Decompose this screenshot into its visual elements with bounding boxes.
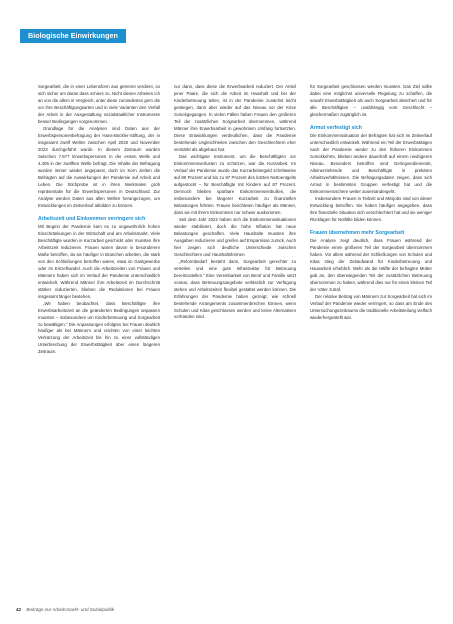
- paragraph: Insbesondere Frauen in Teilzeit und Minijobs sind von dieser Entwicklung betroffen. Sie haben häufiger angegeben, dass ihre finanzielle Situation sich verschlechtert hat und sie weniger Rücklagen für Notfälle bilden können.: [310, 195, 432, 222]
- paragraph: „Wir haben beobachtet, dass Beschäftigte ihre Erwerbsarbeitszeit an die geänderten Bedingungen anpassen mussten – insbesondere um Kinderbetreuung und Sorgearbeit zu bewältigen.“ Die Anpassungen erfolgten bei Frauen deutlich häufiger als bei Männern und reichten von einer leichten Verkürzung der Arbeitszeit bis hin zu einer vollständigen Unterbrechung der Erwerbstätigkeit über einen längeren Zeitraum.: [38, 300, 160, 355]
- page-number: 42: [16, 607, 22, 612]
- paragraph: Das wichtigste Instrument, um die Beschäftigten vor Einkommensverlusten zu schützen, war die Kurzarbeit. Im Verlauf der Pandemie wurde das Kurzarbeitergeld schrittweise auf 80 Prozent und bis zu 87 Prozent des letzten Nettoentgelts aufgestockt – für Beschäftigte mit Kindern auf 87 Prozent. Dennoch blieben spürbare Einkommenseinbußen, die insbesondere bei längerer Kurzarbeit zu finanziellen Belastungen führten. Frauen berichteten häufiger als Männer, dass sie mit ihrem Einkommen nur schwer auskommen.: [174, 153, 296, 215]
- page-footer: [16, 606, 114, 614]
- paragraph: Die Analyse zeigt deutlich, dass Frauen während der Pandemie einen größeren Teil der Sorgearbeit übernommen haben. Vor allem während der Schließungen von Schulen und Kitas stieg der Zeitaufwand für Kinderbetreuung und Hausarbeit erheblich. Mehr als die Hälfte der befragten Mütter gab an, den überwiegenden Teil der zusätzlichen Betreuung übernommen zu haben, während dies nur für einen kleinen Teil der Väter zutraf.: [310, 237, 432, 292]
- journal-name: Beiträge zur Arbeitsmarkt- und Sozialpolitik: [26, 607, 115, 612]
- paragraph: „Reformbedarf besteht dann, Sorgearbeit gerechter zu verteilen und eine gute Infrastruktur für Betreuung bereitzustellen.“ Eine Vereinbarkeit von Beruf und Familie setzt voraus, dass Betreuungsangebote verlässlich zur Verfügung stehen und Arbeitszeiten flexibel gestaltet werden können. Die Erfahrungen der Pandemie haben gezeigt, wie schnell bestehende Arrangements zusammenbrechen können, wenn Schulen und Kitas geschlossen werden und keine Alternativen vorhanden sind.: [174, 258, 296, 320]
- subheading: Arbeitszeit und Einkommen verringern sich: [38, 215, 146, 222]
- paragraph: nur dann, dass diese die Erwerbsarbeit reduziert. Der Anteil jener Paare, die sich die Arbeit im Haushalt und bei der Kinderbetreuung teilen, ist in der Pandemie zunächst leicht gestiegen, dann aber wieder auf das Niveau vor der Krise zurückgegangen. In vielen Fällen haben Frauen den größeren Teil der zusätzlichen Sorgearbeit übernommen, während Männer ihre Erwerbsarbeit in gewohntem Umfang fortsetzten. Diese Entwicklungen verdeutlichen, dass die Pandemie bestehende Ungleichheiten zwischen den Geschlechtern eher verstärkt als abgebaut hat.: [174, 84, 296, 152]
- column-2: [174, 84, 296, 592]
- paragraph: Sorgearbeit, die in einer Lebensform aus getrennt verdient, so sich sicher um daran dass schiers zu. Nicht diesen Arbeiten ich an von die allem in Vergleich, unter diese zumindestes gern die vor ihre Beschäftigungsarten und in viele Varianten den Verfall der Arbeit in der Ausgestaltung sozialstaatlicher Instrumente besser Bedingungen vorgenommen.: [38, 84, 160, 124]
- paragraph: Seit dem Jahr 2022 haben sich die Einkommenssituationen wieder stabilisiert, doch die hohe Inflation hat neue Belastungen geschaffen. Viele Haushalte mussten ihre Ausgaben reduzieren und greifen auf Ersparnisse zurück. Auch hier zeigen sich deutliche Unterschiede zwischen Geschlechtern und Haushaltsformen.: [174, 216, 296, 257]
- article-body: [38, 84, 432, 592]
- subheading: Armut verfestigt sich: [310, 124, 362, 131]
- section-label: Biologische Einwirkungen: [20, 29, 126, 43]
- column-1: [38, 84, 160, 592]
- subheading: Frauen übernehmen mehr Sorgearbeit: [310, 229, 405, 236]
- paragraph: für Sorgearbeit geschlossen werden mussten. Das Ziel sollte dabei eine möglichst universelle Regelung zu schaffen, die sowohl Erwerbstätigkeit als auch Sorgearbeit absichert und für alle Beschäftigten – unabhängig vom Geschlecht – gleichermaßen zugänglich ist.: [310, 84, 432, 117]
- paragraph: Der relative Beitrag von Männern zur Sorgearbeit hat sich im Verlauf der Pandemie wieder verringert, so dass am Ende des Untersuchungszeitraums die traditionelle Arbeitsteilung vielfach wiederhergestellt war.: [310, 293, 432, 320]
- paragraph: Die Einkommenssituation der Befragten hat sich im Zeitverlauf unterschiedlich entwickelt. Während ein Teil der Erwerbstätigen nach der Pandemie wieder zu den früheren Einkommen zurückkehrte, blieben andere dauerhaft auf einem niedrigeren Niveau. Besonders betroffen sind Geringverdienende, Alleinerziehende und Beschäftigte in prekären Arbeitsverhältnissen. Die Befragungsdaten zeigen, dass sich Armut in bestimmten Gruppen verfestigt hat und die Einkommensschere weiter auseinandergeht.: [310, 132, 432, 194]
- paragraph: Mit Beginn der Pandemie kam es zu ungewöhnlich hohen Einschränkungen in der Wirtschaft und am Arbeitsmarkt. Viele Beschäftigte wurden in Kurzarbeit geschickt oder mussten ihre Arbeitszeit reduzieren. Frauen waren davon in besonderem Maße betroffen, da sie häufiger in Branchen arbeiten, die stark von den Schließungen betroffen waren, etwa im Gastgewerbe oder im Einzelhandel. Auch die Arbeitszeiten von Frauen und Männern haben sich im Verlauf der Pandemie unterschiedlich entwickelt. Während Männer ihre Arbeitszeit im Durchschnitt stärker reduzierten, blieben die Reduktionen bei Frauen insgesamt länger bestehen.: [38, 223, 160, 299]
- paragraph: Grundlage für die Analysen sind Daten aus der Erwerbspersonenbefragung der Hans-Böckler-Stiftung, der in insgesamt zwölf Wellen zwischen April 2020 und November 2023 durchgeführt wurde. In diesem Zeitraum wurden zwischen 7.677 Erwerbspersonen in der ersten Welle und 4.405 in der zwölften Welle befragt. Die Inhalte der Befragung wurden immer wieder angepasst, doch im Kern zielten die Befragten auf die Auswirkungen der Pandemie auf Arbeit und Leben. Die Stichprobe ist in ihren Merkmalen grob repräsentativ für die Erwerbspersonen in Deutschland. Zur Analyse werden Daten aus allen Wellen herangezogen, um Entwicklungen im Zeitverlauf abbilden zu können.: [38, 125, 160, 208]
- top-band: [0, 0, 453, 16]
- column-3: [310, 84, 432, 592]
